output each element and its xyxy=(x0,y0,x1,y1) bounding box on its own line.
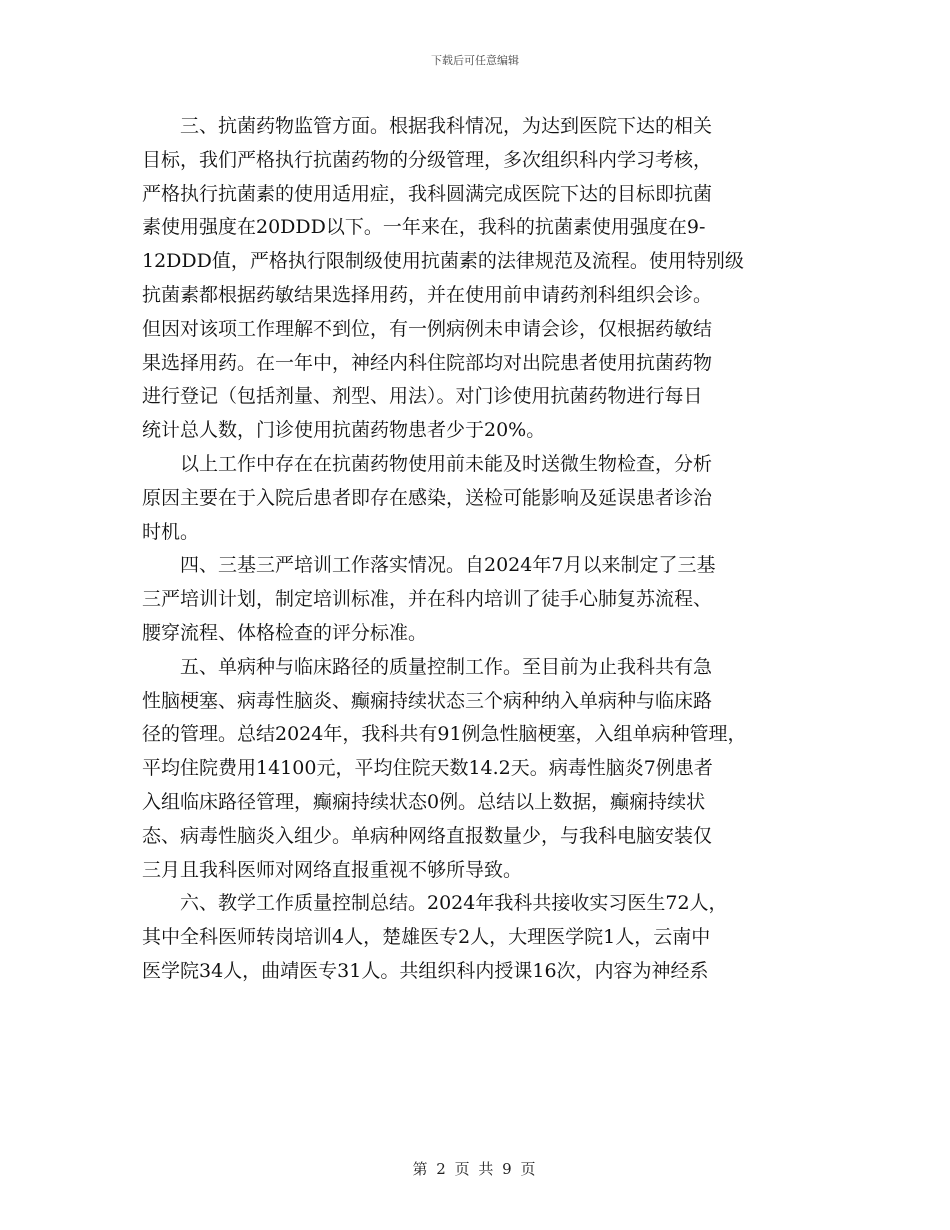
paragraph-line: 入组临床路径管理，癫痫持续状态0例。总结以上数据，癫痫持续状 xyxy=(142,790,706,813)
paragraph-line: 果选择用药。在一年中，神经内科住院部均对出院患者使用抗菌药物 xyxy=(142,351,713,374)
paragraph-antibiotic-supervision xyxy=(142,110,808,448)
paragraph-issues xyxy=(142,448,808,549)
paragraph-line: 素使用强度在20DDD以下。一年来在，我科的抗菌素使用强度在9- xyxy=(142,216,706,239)
paragraph-line: 腰穿流程、体格检查的评分标准。 xyxy=(142,621,428,644)
paragraph-line: 统计总人数，门诊使用抗菌药物患者少于20%。 xyxy=(142,419,546,442)
paragraph-line: 抗菌素都根据药敏结果选择用药，并在使用前申请药剂科组织会诊。 xyxy=(142,283,713,306)
paragraph-line: 四、三基三严培训工作落实情况。自2024年7月以来制定了三基 xyxy=(180,554,716,577)
paragraph-line: 径的管理。总结2024年，我科共有91例急性脑梗塞，入组单病种管理， xyxy=(142,723,747,746)
paragraph-line: 态、病毒性脑炎入组少。单病种网络直报数量少，与我科电脑安装仅 xyxy=(142,824,713,847)
paragraph-line: 三月且我科医师对网络直报重视不够所导致。 xyxy=(142,858,523,881)
paragraph-line: 其中全科医师转岗培训4人，楚雄医专2人，大理医学院1人，云南中 xyxy=(142,926,711,949)
paragraph-line: 进行登记（包括剂量、剂型、用法）。对门诊使用抗菌药物进行每日 xyxy=(142,385,703,408)
page-header: 下载后可任意编辑 xyxy=(431,54,519,67)
paragraph-line: 三、抗菌药物监管方面。根据我科情况，为达到医院下达的相关 xyxy=(180,115,713,137)
paragraph-line: 时机。 xyxy=(142,520,200,543)
page-footer: 第 2 页 共 9 页 xyxy=(412,1160,538,1178)
paragraph-training xyxy=(142,549,808,650)
paragraph-line: 三严培训计划，制定培训标准，并在科内培训了徒手心肺复苏流程、 xyxy=(142,588,713,611)
paragraph-line: 以上工作中存在在抗菌药物使用前未能及时送微生物检查，分析 xyxy=(180,452,713,475)
paragraph-line: 原因主要在于入院后患者即存在感染，送检可能影响及延误患者诊治 xyxy=(142,486,713,509)
paragraph-line: 性脑梗塞、病毒性脑炎、癫痫持续状态三个病种纳入单病种与临床路 xyxy=(142,689,713,712)
paragraph-line: 医学院34人，曲靖医专31人。共组织科内授课16次，内容为神经系 xyxy=(142,959,709,982)
paragraph-line: 严格执行抗菌素的使用适用症，我科圆满完成医院下达的目标即抗菌 xyxy=(142,182,713,205)
paragraph-line: 12DDD值，严格执行限制级使用抗菌素的法律规范及流程。使用特别级 xyxy=(142,250,744,273)
paragraph-line: 目标，我们严格执行抗菌药物的分级管理，多次组织科内学习考核， xyxy=(142,148,713,171)
document-body xyxy=(142,110,808,989)
paragraph-line: 六、教学工作质量控制总结。2024年我科共接收实习医生72人， xyxy=(180,892,728,915)
paragraph-teaching xyxy=(142,887,808,988)
paragraph-clinical-pathway xyxy=(142,651,808,888)
paragraph-line: 但因对该项工作理解不到位，有一例病例未申请会诊，仅根据药敏结 xyxy=(142,317,713,340)
paragraph-line: 平均住院费用14100元，平均住院天数14.2天。病毒性脑炎7例患者 xyxy=(142,757,713,780)
paragraph-line: 五、单病种与临床路径的质量控制工作。至目前为止我科共有急 xyxy=(180,655,713,678)
